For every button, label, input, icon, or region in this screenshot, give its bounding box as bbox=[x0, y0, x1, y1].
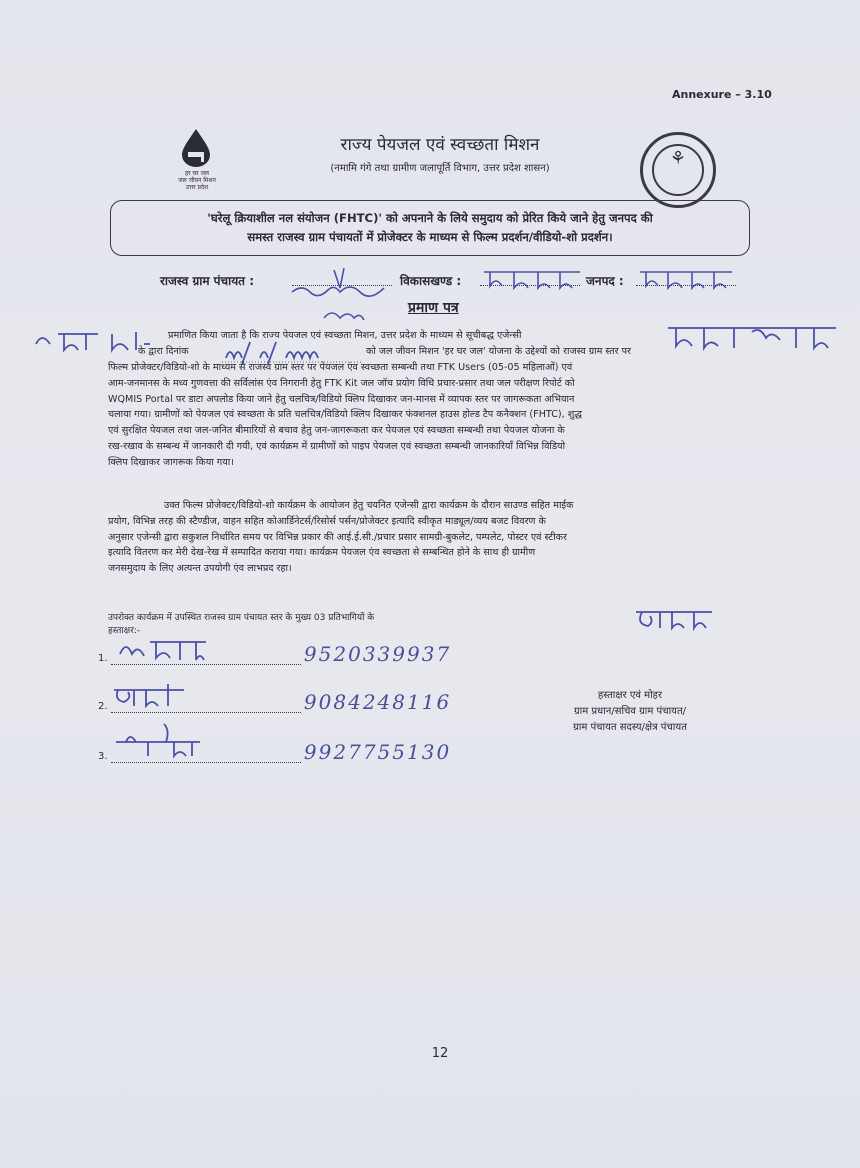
signatory-phone: 9084248116 bbox=[303, 690, 452, 714]
signatory-phone: 9520339937 bbox=[303, 642, 452, 666]
para2-line-3: अनुसार एजेन्सी द्वारा सकुशल निर्धारित समय पर विभिन्न प्रकार की आई.ई.सी./प्रचार प्रसार सामग्री-बुकलेट, पम्पलेट, पोस्टर एवं स्टीकर bbox=[108, 531, 567, 543]
signatory-number: 3. bbox=[98, 751, 108, 762]
para1-line-5: WQMIS Portal पर डाटा अपलोड किया जाने हेतु चलचित्र/विडियो क्लिप दिखाकर जन-मानस में व्यापक स्तर पर जागरूकता अभियान bbox=[108, 393, 575, 405]
signatories-heading-2: हस्ताक्षर:- bbox=[108, 626, 141, 636]
para1-line-2b: को जल जीवन मिशन 'हर घर जल' योजना के उद्देश्यों को राजस्व ग्राम स्तर पर bbox=[366, 346, 631, 357]
signatories-heading bbox=[108, 612, 374, 638]
logo-text-2: जल जीवन मिशन bbox=[178, 177, 216, 184]
annexure-label: Annexure – 3.10 bbox=[672, 88, 772, 101]
signatories-heading-1: उपरोक्त कार्यक्रम में उपस्थित राजस्व ग्राम पंचायत स्तर के मुख्य 03 प्रतिभागियों के bbox=[108, 613, 375, 623]
pradhan-signature bbox=[632, 604, 716, 634]
janpad-label: जनपद : bbox=[586, 274, 624, 288]
para1-line-6: चलाया गया। ग्रामीणों को पेयजल एवं स्वच्छता के प्रति चलचित्र/विडियो क्लिप दिखाकर फंक्शनल हाउस होल्ड टैप कनैक्शन (FHTC), शुद्ध bbox=[108, 409, 582, 421]
vikaskhand-label: विकासखण्ड : bbox=[400, 274, 462, 288]
banner-line-2: समस्त राजस्व ग्राम पंचायतों में प्रोजेक्टर के माध्यम से फिल्म प्रदर्शन/वीडियो-शो प्रदर्शन। bbox=[247, 230, 613, 244]
signature-1 bbox=[116, 636, 212, 664]
logo-text-3: उत्तर प्रदेश bbox=[185, 184, 209, 191]
document-subtitle: (नमामि गंगे तथा ग्रामीण जलापूर्ति विभाग, उत्तर प्रदेश शासन) bbox=[330, 163, 550, 174]
para2-line-1: उक्त फिल्म प्रोजेक्टर/विडियो-शो कार्यक्रम के आयोजन हेतु चयनित एजेन्सी द्वारा कार्यक्रम के दौरान साउण्ड सहित माईक bbox=[164, 500, 574, 511]
para1-line-8: रख-रखाव के सम्बन्ध में जानकारी दी गयी, एवं कार्यक्रम में ग्रामीणों को पाइप पेयजल एवं स्वच्छता सम्बन्धी जानकारियाँ विभिन्न विडियो bbox=[108, 440, 566, 452]
logo-text-1: हर घर जल bbox=[185, 170, 209, 177]
designation-line-3: ग्राम पंचायत सदस्य/क्षेत्र पंचायत bbox=[573, 722, 687, 733]
para1-line-2a: के द्वारा दिनांक bbox=[138, 346, 189, 357]
para1-line-4: आम-जनमानस के मध्य गुणवत्ता की सर्विलांस एंव निगरानी हेतु FTK Kit जल जॉच प्रयोग विधि प्रचार-प्रसार तथा जल परीक्षण रिपोर्ट को bbox=[108, 377, 575, 389]
banner-line-1: 'घरेलू क्रियाशील नल संयोजन (FHTC)' को अपनाने के लिये समुदाय को प्रेरित किये जाने हेतु जनपद की bbox=[207, 211, 653, 225]
designation-block bbox=[540, 688, 720, 736]
water-drop-icon bbox=[179, 128, 213, 168]
para2-line-5: जनसमुदाय के लिए अत्यन्त उपयोगी एंव लाभप्रद रहा। bbox=[108, 563, 292, 575]
har-ghar-jal-logo bbox=[163, 128, 231, 192]
janpad-handwriting bbox=[636, 266, 736, 292]
signature-2 bbox=[110, 680, 190, 708]
designation-line-2: ग्राम प्रधान/सचिव ग्राम पंचायत/ bbox=[573, 706, 687, 717]
agency-name-handwriting bbox=[664, 322, 840, 354]
program-banner bbox=[110, 200, 750, 256]
para1-line-9: क्लिप दिखाकर जागरूक किया गया। bbox=[108, 456, 234, 468]
para2-line-2: प्रयोग, विभिन्न तरह की स्टैण्डीज, वाहन सहित कोआर्डिनेटर्स/रिसोर्स पर्सन/प्रोजेक्टर इत्यादि स्वीकृत माड्यूल/व्यय बजट विवरण के bbox=[108, 515, 546, 527]
designation-line-1: हस्ताक्षर एवं मोहर bbox=[597, 690, 663, 701]
para1-line-1: प्रमाणित किया जाता है कि राज्य पेयजल एवं स्वच्छता मिशन, उत्तर प्रदेश के माध्यम से सूचीबद्ध एजेन्सी bbox=[168, 330, 522, 341]
paragraph-1-body bbox=[108, 360, 780, 471]
para1-line-7: एवं सुरक्षित पेयजल तथा जल-जनित बीमारियों से बचाव हेतु जन-जागरूकता कर पेयजल एवं स्वच्छता सम्बन्धी तथा पेयजल योजना के bbox=[108, 425, 565, 437]
signatory-number: 1. bbox=[98, 653, 108, 664]
up-government-seal bbox=[640, 132, 716, 208]
seal-emblem-icon: ⚘ bbox=[669, 148, 687, 169]
page-number: 12 bbox=[431, 1046, 449, 1061]
certificate-title: प्रमाण पत्र bbox=[408, 300, 459, 316]
paragraph-2 bbox=[108, 498, 780, 577]
signature-3 bbox=[112, 718, 208, 758]
para2-line-4: इत्यादि वितरण कर मेरी देख-रेख में सम्पादित कराया गया। कार्यक्रम पेयजल एंव स्वच्छता से सम्बन्धित होने के साथ ही ग्रामीण bbox=[108, 547, 536, 559]
vikaskhand-handwriting bbox=[480, 266, 584, 292]
gram-panchayat-label: राजस्व ग्राम पंचायत : bbox=[160, 274, 254, 288]
signatory-number: 2. bbox=[98, 701, 108, 712]
signatory-phone: 9927755130 bbox=[303, 740, 452, 764]
para1-line-3: फिल्म प्रोजेक्टर/विडियो-शो के माध्यम से राजस्व ग्राम स्तर पर पेयजल एंव स्वच्छता सम्बन्धी तथा FTK Users (05-05 महिलाओं) एवं bbox=[108, 362, 573, 373]
document-title: राज्य पेयजल एवं स्वच्छता मिशन bbox=[340, 135, 540, 155]
gram-panchayat-handwriting bbox=[284, 262, 394, 328]
